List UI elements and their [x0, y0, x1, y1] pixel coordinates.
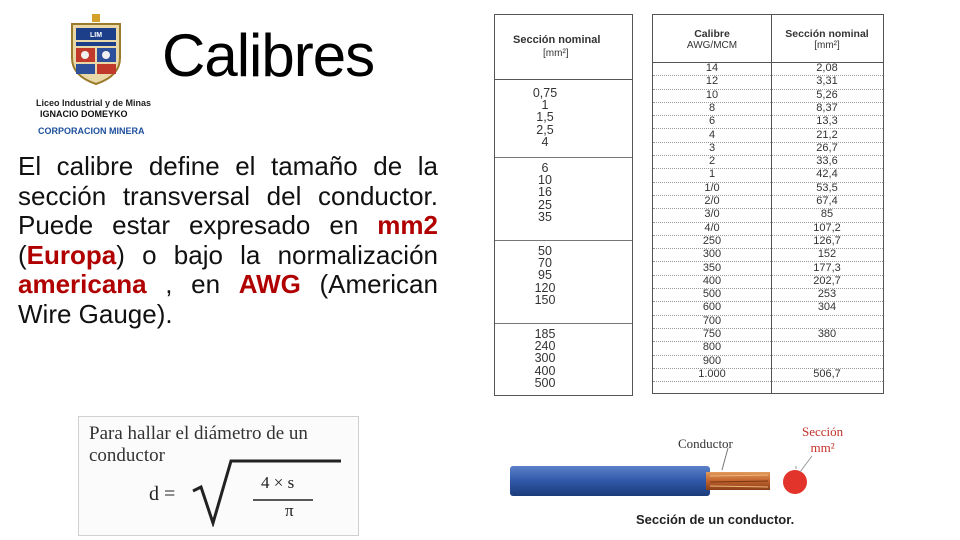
conductor-illustration: [500, 420, 870, 535]
body-text-2: (: [18, 239, 27, 270]
awg-table: [652, 14, 884, 394]
page-title: Calibres: [162, 22, 375, 89]
table2-cell-calibre: 2/0: [704, 195, 720, 207]
table2-cell-seccion: 21,2: [816, 128, 838, 141]
section-dot: [783, 470, 807, 494]
table2-cell-seccion: 3,31: [816, 75, 838, 88]
table2-row: [653, 328, 883, 342]
table1-cell: 0,75: [532, 86, 558, 100]
table2-cell-calibre: 4/0: [704, 221, 720, 234]
table1-header-unit: [mm²]: [543, 48, 569, 59]
table2-cell-seccion: 152: [817, 248, 837, 261]
table2-col1-unit: AWG/MCM: [686, 40, 738, 51]
table2-row: [653, 129, 883, 143]
body-text-4: , en: [146, 269, 239, 300]
table1-group: [495, 158, 632, 241]
table2-cell-seccion: 67,4: [816, 195, 838, 207]
table1-cell: 4: [541, 134, 549, 149]
table1-cell: 400: [534, 363, 556, 378]
table2-cell-calibre: 500: [702, 288, 722, 301]
table2-cell-calibre: 700: [702, 314, 722, 327]
table2-col1-header: [653, 29, 771, 51]
table2-col2-title: Sección nominal: [785, 28, 869, 40]
table2-cell-calibre: 400: [702, 274, 722, 287]
table2-row: [653, 262, 883, 276]
table2-row: [653, 62, 883, 76]
table1-cell: 50: [538, 244, 552, 258]
table1-cell: 2,5: [536, 122, 554, 137]
table2-row: [653, 195, 883, 209]
table1-cell: 70: [538, 256, 552, 271]
table2-row: [653, 89, 883, 103]
school-logo: [36, 10, 160, 140]
table2-row: [653, 301, 883, 315]
table2-row: [653, 368, 883, 382]
table2-cell-seccion: 2,08: [816, 62, 838, 74]
table2-cell-seccion: 26,7: [816, 141, 838, 154]
table1-cell: 500: [534, 375, 556, 390]
table1-cell: 16: [538, 185, 552, 200]
table2-cell-calibre: 900: [702, 354, 722, 367]
table1-cell: 95: [538, 268, 552, 283]
table1-cell: 1: [541, 98, 549, 113]
table1-cell: 240: [534, 339, 556, 354]
table2-cell-seccion: 42,4: [816, 168, 838, 181]
table2-row: [653, 275, 883, 289]
table1-header: [495, 15, 632, 80]
table2-cell-seccion: 85: [820, 208, 834, 221]
logo-text-liceo: Liceo Industrial y de Minas: [36, 98, 152, 108]
table1-cell: 120: [534, 280, 556, 295]
label-conductor: Conductor: [678, 436, 733, 451]
highlight-awg: AWG: [238, 269, 301, 300]
table1-cell: 185: [534, 327, 556, 341]
table2-cell-calibre: 1.000: [698, 367, 726, 380]
table2-cell-calibre: 300: [702, 248, 722, 261]
table2-row: [653, 142, 883, 156]
logo-text-corporacion: CORPORACION MINERA: [38, 126, 145, 136]
table2-cell-seccion: 506,7: [813, 367, 841, 380]
table1-cell: 25: [538, 197, 552, 212]
shield-icon: [68, 14, 124, 86]
table2-cell-calibre: 2: [708, 155, 716, 168]
table2-row: [653, 235, 883, 249]
svg-text:LIM: LIM: [89, 32, 103, 39]
table2-row: [653, 315, 883, 329]
formula-denominator: π: [285, 501, 294, 520]
table2-row: [653, 155, 883, 169]
label-seccion: [802, 424, 843, 456]
table1-group: [495, 324, 632, 394]
logo-text-name: IGNACIO DOMEYKO: [40, 109, 128, 119]
table2-cell-calibre: 14: [705, 62, 719, 74]
body-text-1: El calibre define el tamaño de la sección transversal del conductor. Puede estar expresado en: [18, 151, 438, 241]
formula-numerator: 4 × s: [261, 473, 295, 492]
table2-cell-seccion: 380: [817, 328, 837, 340]
table1-cell: 300: [534, 351, 556, 366]
table2-cell-seccion: 177,3: [813, 261, 841, 274]
table2-cell-seccion: 33,6: [816, 155, 838, 168]
table1-group: [495, 83, 632, 158]
conductor-caption: Sección de un conductor.: [636, 512, 795, 527]
table2-cell-calibre: 6: [708, 115, 716, 128]
table2-cell-seccion: 13,3: [816, 115, 838, 128]
table2-row: [653, 248, 883, 262]
table2-cell-calibre: 600: [702, 301, 722, 314]
label-seccion-unit: mm²: [810, 440, 835, 455]
table1-cell: 1,5: [536, 110, 554, 125]
table2-cell-seccion: 107,2: [813, 221, 841, 234]
table2-row: [653, 102, 883, 116]
highlight-americana: americana: [18, 269, 147, 300]
table2-cell-seccion: 53,5: [816, 181, 838, 194]
diameter-formula: [78, 416, 359, 536]
table1-cell: 150: [534, 292, 556, 307]
table2-cell-calibre: 3/0: [704, 208, 720, 221]
table1-group: [495, 241, 632, 324]
table2-cell-calibre: 8: [708, 101, 716, 114]
table2-cell-calibre: 3: [708, 141, 716, 154]
formula-caption: Para hallar el diámetro de un conductor: [89, 423, 308, 466]
body-text-5: (American Wire Gauge).: [18, 269, 438, 329]
table2-row: [653, 75, 883, 89]
table2-cell-calibre: 10: [705, 88, 719, 101]
table2-row: [653, 341, 883, 355]
table1-cell: 6: [541, 161, 549, 175]
table2-header: [653, 15, 883, 63]
table1-header-title: Sección nominal: [513, 34, 601, 46]
table2-col2-header: [771, 29, 883, 51]
table2-cell-calibre: 1: [708, 168, 716, 181]
table2-col2-unit: [mm²]: [814, 40, 840, 51]
table2-row: [653, 355, 883, 369]
body-text-3: ) o bajo la normalización: [116, 239, 438, 270]
table2-cell-seccion: 304: [817, 301, 837, 314]
table2-cell-calibre: 250: [702, 234, 722, 247]
table2-cell-calibre: 750: [702, 328, 722, 340]
table2-row: [653, 288, 883, 302]
formula-lhs: d =: [149, 483, 176, 505]
table2-row: [653, 222, 883, 236]
table2-row: [653, 115, 883, 129]
table2-cell-seccion: 126,7: [813, 234, 841, 247]
highlight-mm2: mm2: [377, 210, 438, 241]
table2-cell-calibre: 350: [702, 261, 722, 274]
table2-cell-calibre: 1/0: [704, 181, 720, 194]
table2-cell-seccion: 5,26: [816, 88, 838, 101]
table2-cell-calibre: 4: [708, 128, 716, 141]
table2-row: [653, 208, 883, 222]
table1-cell: 35: [538, 209, 552, 224]
table2-col1-title: Calibre: [694, 28, 730, 40]
body-paragraph: [18, 152, 438, 330]
table2-cell-calibre: 12: [705, 75, 719, 88]
table2-cell-calibre: 800: [702, 341, 722, 354]
table2-cell-seccion: 8,37: [816, 101, 838, 114]
table2-row: [653, 182, 883, 196]
label-seccion-text: Sección: [802, 424, 844, 439]
table2-cell-seccion: 253: [817, 288, 837, 301]
metric-section-table: [494, 14, 633, 396]
highlight-europa: Europa: [26, 239, 117, 270]
table2-cell-seccion: 202,7: [813, 274, 841, 287]
table1-cell: 10: [538, 173, 552, 188]
table2-row: [653, 168, 883, 182]
